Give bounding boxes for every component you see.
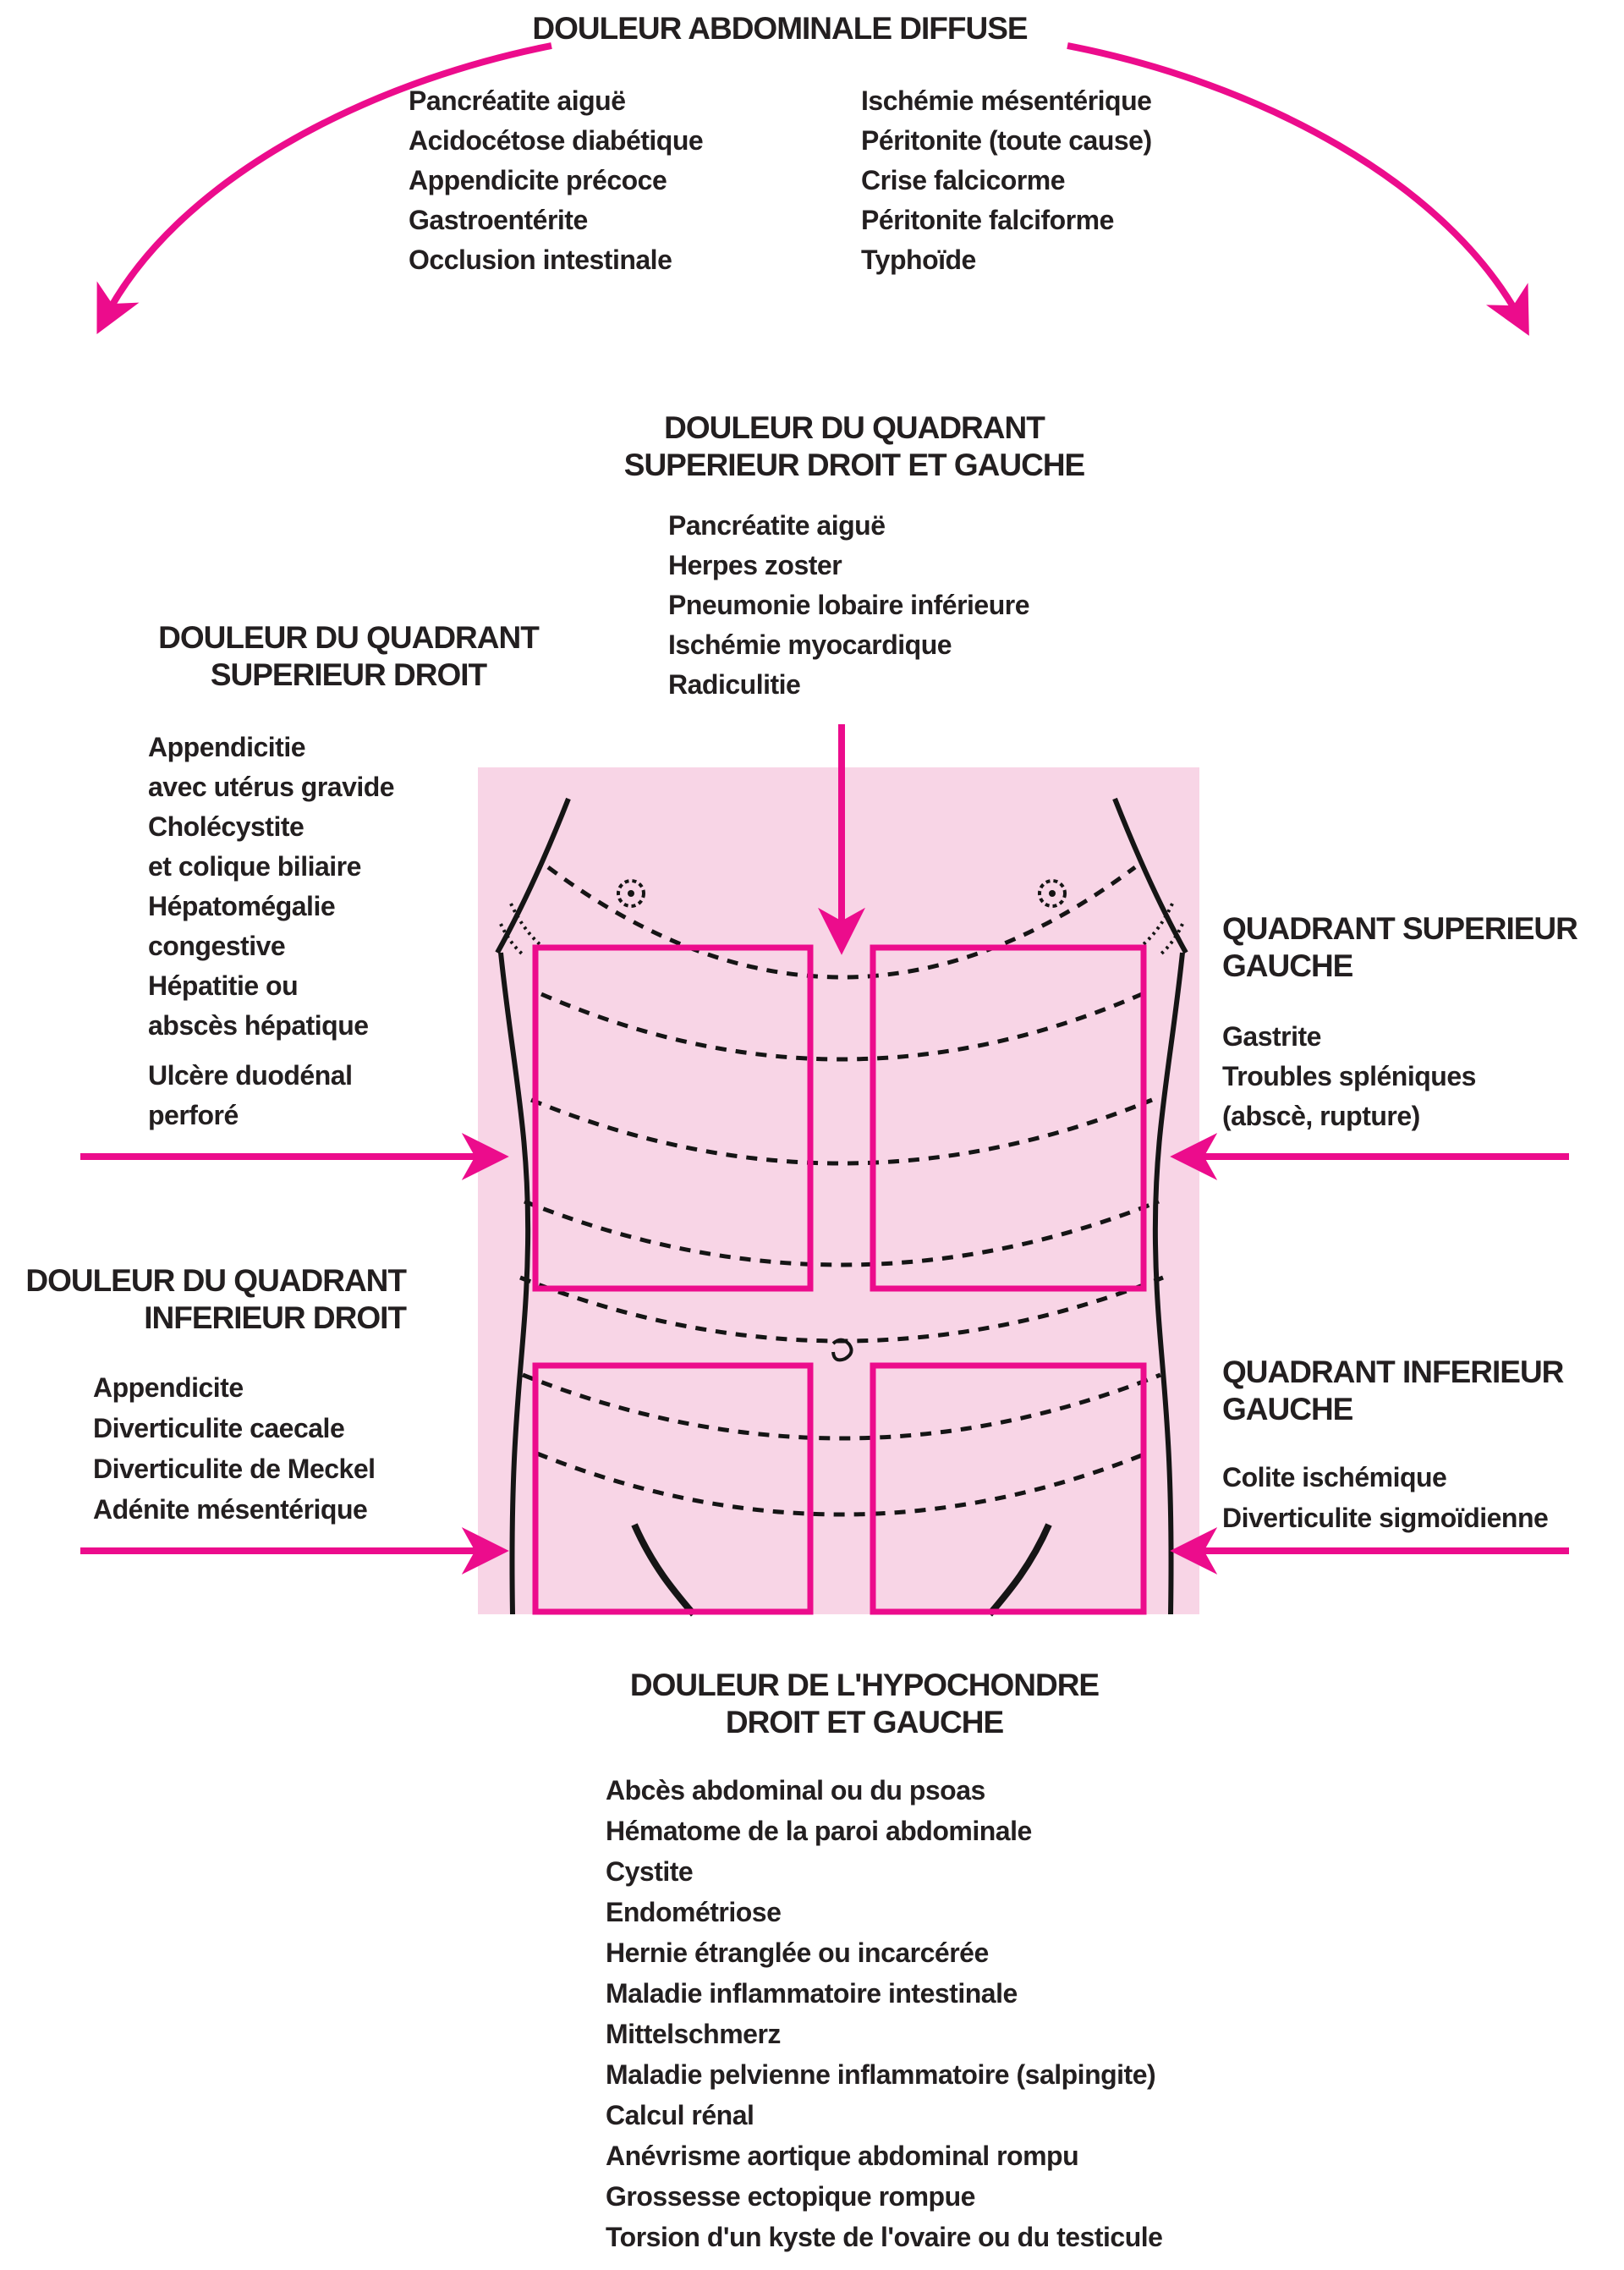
list-item: perforé bbox=[148, 1100, 239, 1130]
list-item: Hématome de la paroi abdominale bbox=[606, 1816, 1032, 1846]
title-line: SUPERIEUR DROIT bbox=[210, 657, 487, 692]
list-item: Cystite bbox=[606, 1856, 694, 1887]
list-item: Maladie pelvienne inflammatoire (salpingite) bbox=[606, 2059, 1156, 2090]
list-item: Anévrisme aortique abdominal rompu bbox=[606, 2141, 1079, 2171]
list-item: Crise falcicorme bbox=[861, 165, 1066, 195]
title-line: INFERIEUR DROIT bbox=[144, 1300, 406, 1335]
list-item: Maladie inflammatoire intestinale bbox=[606, 1978, 1018, 2009]
list-item: (abscè, rupture) bbox=[1222, 1101, 1420, 1131]
list-item: Radiculitie bbox=[668, 669, 801, 700]
lower-right-quadrant-list bbox=[93, 1367, 376, 1530]
hypochondre-list bbox=[606, 1770, 1162, 2257]
list-item: Gastrite bbox=[1222, 1021, 1321, 1052]
list-item: Péritonite falciforme bbox=[861, 205, 1114, 235]
list-item: Calcul rénal bbox=[606, 2100, 754, 2130]
lower-left-quadrant-list bbox=[1222, 1457, 1548, 1538]
list-item: Mittelschmerz bbox=[606, 2019, 781, 2049]
list-item: Hépatomégalie bbox=[148, 891, 336, 921]
lower-left-quadrant-title bbox=[1222, 1354, 1563, 1428]
list-item: Diverticulite de Meckel bbox=[93, 1454, 376, 1484]
list-item: Péritonite (toute cause) bbox=[861, 125, 1152, 156]
list-item: Hernie étranglée ou incarcérée bbox=[606, 1937, 989, 1968]
list-item: Pancréatite aiguë bbox=[668, 510, 886, 541]
list-item: Acidocétose diabétique bbox=[409, 125, 704, 156]
list-item: Diverticulite caecale bbox=[93, 1413, 345, 1443]
title-line: QUADRANT SUPERIEUR bbox=[1222, 911, 1577, 946]
list-item: Appendicite bbox=[93, 1372, 244, 1403]
list-item: Abcès abdominal ou du psoas bbox=[606, 1775, 985, 1806]
list-item: Appendicite précoce bbox=[409, 165, 667, 195]
title-line: SUPERIEUR DROIT ET GAUCHE bbox=[623, 448, 1085, 482]
upper-both-quadrants-list bbox=[668, 506, 1029, 705]
list-item: Gastroentérite bbox=[409, 205, 588, 235]
list-item: Troubles spléniques bbox=[1222, 1061, 1476, 1091]
list-item: Pneumonie lobaire inférieure bbox=[668, 590, 1029, 620]
title-line: GAUCHE bbox=[1222, 948, 1353, 983]
list-item: Ulcère duodénal bbox=[148, 1060, 353, 1091]
title-line: GAUCHE bbox=[1222, 1392, 1353, 1426]
list-item: abscès hépatique bbox=[148, 1010, 369, 1041]
title-line: DOULEUR DE L'HYPOCHONDRE bbox=[629, 1668, 1100, 1702]
list-item: Typhoïde bbox=[861, 245, 976, 275]
title-line: DOULEUR DU QUADRANT bbox=[25, 1263, 406, 1298]
list-item: congestive bbox=[148, 931, 286, 961]
lower-right-quadrant-title bbox=[0, 1262, 406, 1337]
list-item: avec utérus gravide bbox=[148, 772, 395, 802]
list-item: Torsion d'un kyste de l'ovaire ou du testicule bbox=[606, 2222, 1163, 2252]
title-line: DOULEUR DU QUADRANT bbox=[664, 410, 1045, 445]
list-item: Endométriose bbox=[606, 1897, 782, 1927]
hypochondre-title bbox=[611, 1667, 1118, 1741]
title-line: DOULEUR DU QUADRANT bbox=[158, 620, 539, 655]
list-item: et colique biliaire bbox=[148, 851, 361, 882]
list-item: Colite ischémique bbox=[1222, 1462, 1447, 1492]
list-item: Appendicitie bbox=[148, 732, 306, 762]
upper-both-quadrants-title bbox=[592, 409, 1116, 484]
list-item: Ischémie mésentérique bbox=[861, 85, 1152, 116]
upper-left-quadrant-list bbox=[1222, 1017, 1476, 1136]
list-item: Pancréatite aiguë bbox=[409, 85, 626, 116]
upper-left-quadrant-title bbox=[1222, 910, 1577, 985]
list-item: Ischémie myocardique bbox=[668, 629, 952, 660]
upper-right-quadrant-title bbox=[137, 619, 560, 694]
list-item: Hépatitie ou bbox=[148, 970, 299, 1001]
diffuse-pain-list-col1 bbox=[409, 81, 703, 280]
list-item: Diverticulite sigmoïdienne bbox=[1222, 1503, 1549, 1533]
diffuse-pain-list-col2 bbox=[861, 81, 1152, 280]
list-item: Adénite mésentérique bbox=[93, 1494, 368, 1525]
list-item: Herpes zoster bbox=[668, 550, 842, 580]
title-line: QUADRANT INFERIEUR bbox=[1222, 1355, 1564, 1389]
diffuse-pain-title: DOULEUR ABDOMINALE DIFFUSE bbox=[532, 11, 1028, 46]
title-line: DROIT ET GAUCHE bbox=[725, 1705, 1004, 1740]
list-item: Grossesse ectopique rompue bbox=[606, 2181, 975, 2212]
upper-right-quadrant-list bbox=[148, 728, 394, 1135]
list-item: Occlusion intestinale bbox=[409, 245, 672, 275]
list-item: Cholécystite bbox=[148, 811, 304, 842]
